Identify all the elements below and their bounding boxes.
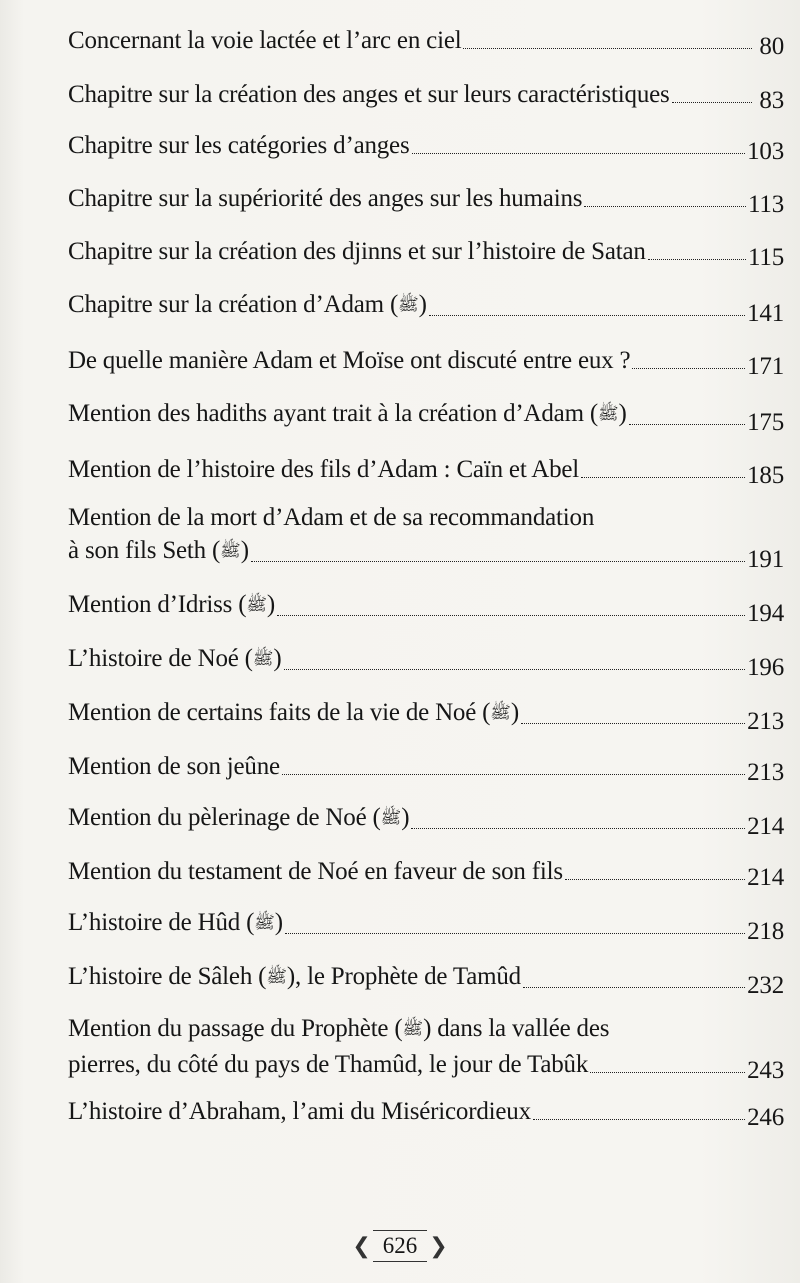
honorific-icon: ﷺ [380, 808, 402, 828]
entry-title-end: ) [266, 591, 276, 618]
entry-title: Chapitre sur la création des anges et sur leurs caractéristiques [68, 81, 670, 108]
dot-leader [463, 48, 752, 49]
toc-entry-multiline [68, 1012, 784, 1084]
entry-title: De quelle manière Adam et Moïse ont discuté entre eux ? [68, 347, 631, 374]
entry-last-line [68, 534, 784, 573]
entry-page-number: 214 [747, 864, 784, 891]
entry-page-number: 214 [747, 813, 784, 840]
honorific-icon: ﷺ [598, 404, 619, 424]
toc-entry [68, 696, 784, 735]
entry-title [68, 397, 627, 433]
dot-leader [411, 828, 745, 829]
entry-page-number: 113 [748, 191, 784, 218]
honorific-icon: ﷺ [220, 541, 241, 561]
entry-title-end: ) [273, 645, 282, 672]
toc-entry [68, 78, 784, 114]
entry-page-number: 196 [747, 654, 784, 681]
honorific-icon: ﷺ [246, 595, 267, 615]
entry-title [68, 801, 409, 837]
toc-entry [68, 397, 784, 436]
entry-page-number: 83 [759, 87, 784, 114]
dot-leader [648, 259, 746, 260]
entry-title: Mention de l’histoire des fils d’Adam : Caïn et Abel [68, 456, 580, 483]
entry-title-line1 [68, 1012, 784, 1048]
page-number: 626 [373, 1230, 428, 1262]
entry-title-text: Mention du pèlerinage de Noé ( [68, 804, 381, 831]
toc-entry [68, 235, 784, 271]
left-ornament-icon: ❮ [352, 1233, 371, 1259]
honorific-icon: ﷺ [402, 1019, 424, 1039]
toc-entry-multiline [68, 501, 784, 573]
entry-title [68, 642, 282, 678]
entry-title [68, 906, 283, 942]
entry-title: Mention du testament de Noé en faveur de son fils [68, 858, 563, 885]
toc-entry [68, 453, 784, 489]
entry-title-text: L’histoire de Hûd ( [68, 909, 255, 936]
toc-entry [68, 129, 784, 165]
entry-title-end: ), le Prophète de Tamûd [286, 963, 521, 990]
entry-title-text: Mention d’Idriss ( [68, 591, 247, 618]
toc-entry [68, 801, 784, 840]
entry-page-number: 171 [747, 353, 784, 380]
entry-title-end: ) [418, 291, 427, 318]
entry-title-end: ) [274, 909, 283, 936]
dot-leader [284, 669, 746, 670]
entry-title-end: ) [240, 537, 249, 564]
dot-leader [533, 1119, 745, 1120]
entry-title: L’histoire d’Abraham, l’ami du Miséricordieux [68, 1098, 531, 1125]
dot-leader [285, 933, 745, 934]
dot-leader [282, 774, 745, 775]
toc-entry [68, 855, 784, 891]
dot-leader [251, 561, 745, 562]
dot-leader [581, 477, 745, 478]
entry-title [68, 696, 519, 732]
entry-title-line1-start: Mention du passage du Prophète ( [68, 1015, 403, 1042]
entry-title: Chapitre sur les catégories d’anges [68, 132, 410, 159]
toc-entry [68, 642, 784, 681]
entry-title-text: Mention de certains faits de la vie de Noé ( [68, 699, 491, 726]
entry-title-text: L’histoire de Noé ( [68, 645, 253, 672]
entry-title-text: à son fils Seth ( [68, 537, 221, 564]
entry-title-end: ) [401, 804, 410, 831]
entry-page-number: 218 [747, 918, 784, 945]
entry-page-number: 80 [759, 33, 784, 60]
entry-title: pierres, du côté du pays de Thamûd, le jour de Tabûk [68, 1051, 589, 1078]
entry-page-number: 141 [747, 300, 784, 327]
entry-title-line1: Mention de la mort d’Adam et de sa recommandation [68, 504, 595, 531]
entry-page-number: 246 [747, 1104, 784, 1131]
toc-entry [68, 24, 784, 60]
entry-page-number: 191 [747, 546, 784, 573]
entry-title-line1-end: ) dans la vallée des [423, 1015, 610, 1042]
toc-entry [68, 182, 784, 218]
table-of-contents [68, 24, 784, 1131]
entry-page-number: 243 [747, 1057, 784, 1084]
entry-page-number: 213 [747, 759, 784, 786]
honorific-icon: ﷺ [266, 967, 287, 987]
toc-entry [68, 288, 784, 327]
entry-title: Mention de son jeûne [68, 753, 280, 780]
entry-page-number: 115 [748, 244, 784, 271]
entry-page-number: 232 [747, 972, 784, 999]
page-footer [0, 1230, 800, 1262]
honorific-icon: ﷺ [254, 913, 275, 933]
dot-leader [672, 102, 752, 103]
dot-leader [584, 206, 746, 207]
entry-title-end: ) [618, 400, 627, 427]
honorific-icon: ﷺ [252, 649, 274, 669]
entry-title: Chapitre sur la création des djinns et sur l’histoire de Satan [68, 238, 646, 265]
honorific-icon: ﷺ [398, 295, 419, 315]
toc-entry [68, 344, 784, 380]
toc-entry [68, 750, 784, 786]
dot-leader [565, 879, 745, 880]
entry-page-number: 213 [747, 708, 784, 735]
entry-title [68, 534, 249, 570]
dot-leader [629, 424, 745, 425]
dot-leader [523, 987, 745, 988]
toc-entry [68, 906, 784, 945]
entry-title-end: ) [510, 699, 519, 726]
entry-title [68, 960, 521, 996]
dot-leader [521, 723, 745, 724]
entry-last-line [68, 1048, 784, 1084]
dot-leader [429, 315, 745, 316]
dot-leader [590, 1072, 745, 1073]
toc-entry [68, 960, 784, 999]
toc-entry [68, 1095, 784, 1131]
entry-page-number: 185 [747, 462, 784, 489]
folio-frame [352, 1230, 447, 1262]
dot-leader [277, 615, 745, 616]
entry-title-text: L’histoire de Sâleh ( [68, 963, 267, 990]
toc-entry [68, 588, 784, 627]
dot-leader [412, 153, 746, 154]
entry-title: Concernant la voie lactée et l’arc en ciel [68, 27, 462, 54]
entry-title [68, 288, 427, 324]
entry-title: Chapitre sur la supériorité des anges sur les humains [68, 185, 583, 212]
entry-page-number: 175 [747, 409, 784, 436]
dot-leader [632, 368, 745, 369]
honorific-icon: ﷺ [490, 703, 511, 723]
entry-title [68, 588, 275, 624]
right-ornament-icon: ❯ [429, 1233, 448, 1259]
entry-title-text: Mention des hadiths ayant trait à la création d’Adam ( [68, 400, 598, 427]
entry-page-number: 194 [747, 600, 784, 627]
entry-page-number: 103 [747, 138, 784, 165]
entry-title-text: Chapitre sur la création d’Adam ( [68, 291, 399, 318]
